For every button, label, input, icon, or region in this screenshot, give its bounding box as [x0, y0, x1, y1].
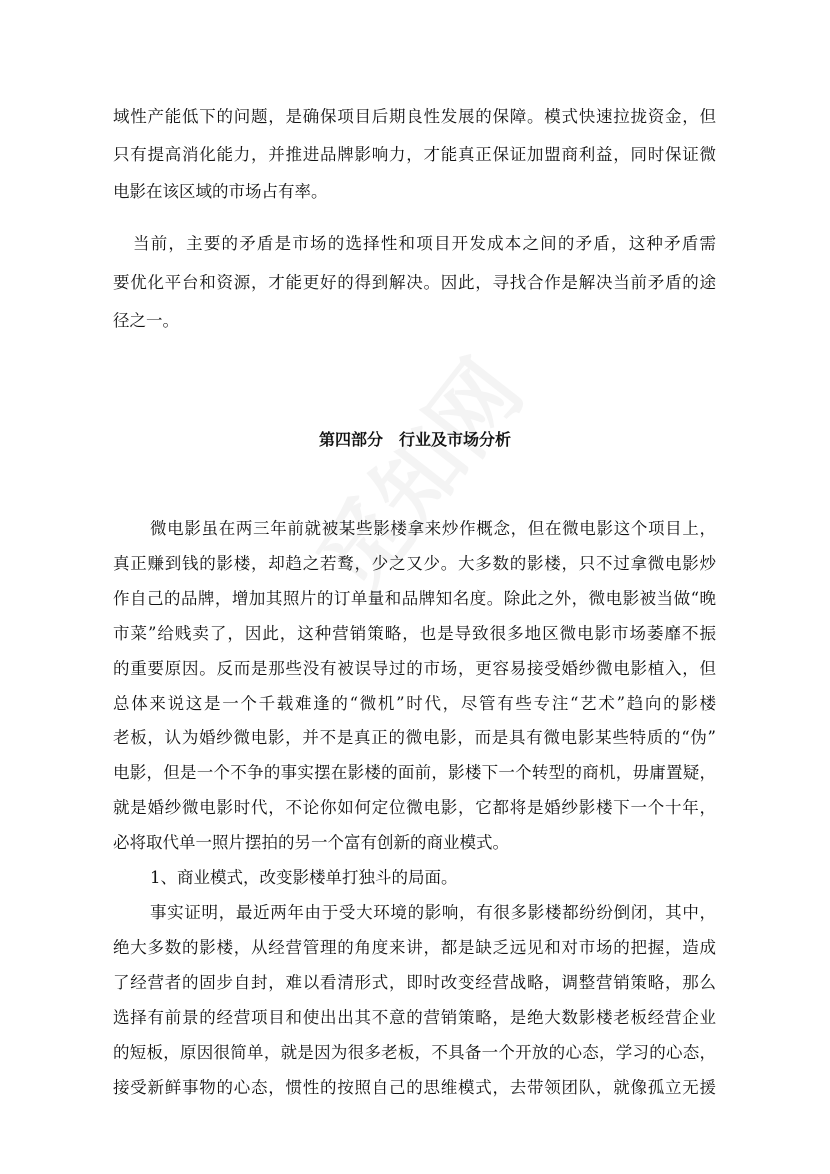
- text-line: 作自己的品牌，增加其照片的订单量和品牌知名度。除此之外，微电影被当做“晚: [113, 588, 716, 608]
- text-line: 就是婚纱微电影时代，不论你如何定位微电影，它都将是婚纱影楼下一个十年，: [113, 798, 716, 818]
- section-body: [113, 512, 716, 1105]
- text-line: 电影，但是一个不争的事实摆在影楼的面前，影楼下一个转型的商机，毋庸置疑，: [113, 763, 716, 783]
- text-line: 必将取代单一照片摆拍的另一个富有创新的商业模式。: [113, 833, 509, 853]
- text-line: 当前，主要的矛盾是市场的选择性和项目开发成本之间的矛盾，这种矛盾需: [133, 234, 716, 253]
- text-line: 径之一。: [113, 311, 179, 330]
- intro-paragraph-1: [113, 98, 716, 211]
- text-line: 域性产能低下的问题，是确保项目后期良性发展的保障。模式快速拉拢资金，但: [113, 107, 716, 126]
- text-line: 电影在该区域的市场占有率。: [113, 182, 328, 201]
- text-line: 市菜”给贱卖了，因此，这种营销策略，也是导致很多地区微电影市场萎靡不振: [113, 623, 716, 643]
- section-heading: 第四部分 行业及市场分析: [318, 430, 511, 449]
- text-line: 真正赚到钱的影楼，却趋之若鹜，少之又少。大多数的影楼，只不过拿微电影炒: [113, 553, 716, 573]
- text-line: 接受新鲜事物的心态，惯性的按照自己的思维模式，去带领团队，就像孤立无援: [113, 1077, 716, 1097]
- text-line: 老板，认为婚纱微电影，并不是真正的微电影，而是具有微电影某些特质的“伪”: [113, 728, 716, 748]
- subheading: [113, 861, 716, 896]
- text-line: 选择有前景的经营项目和使出出其不意的营销策略，是绝大数影楼老板经营企业: [113, 1007, 716, 1027]
- text-line: 总体来说这是一个千载难逢的“微机”时代，尽管有些专注“艺术”趋向的影楼: [113, 693, 716, 713]
- intro-paragraph-2: [113, 225, 716, 341]
- text-line: 了经营者的固步自封，难以看清形式，即时改变经营战略，调整营销策略，那么: [113, 972, 716, 992]
- text-line: 要优化平台和资源，才能更好的得到解决。因此，寻找合作是解决当前矛盾的途: [113, 272, 716, 292]
- section-paragraph-2: [113, 896, 716, 1105]
- text-line: 微电影虽在两三年前就被某些影楼拿来炒作概念，但在微电影这个项目上，: [150, 519, 716, 538]
- text-line: 事实证明，最近两年由于受大环境的影响，有很多影楼都纷纷倒闭，其中，: [150, 902, 716, 922]
- text-line: 的短板，原因很简单，就是因为很多老板，不具备一个开放的心态，学习的心态，: [113, 1042, 716, 1062]
- text-line: 绝大多数的影楼，从经营管理的角度来讲，都是缺乏远见和对市场的把握，造成: [113, 937, 716, 957]
- text-line: 的重要原因。反而是那些没有被误导过的市场，更容易接受婚纱微电影植入，但: [113, 658, 716, 678]
- text-line: 只有提高消化能力，并推进品牌影响力，才能真正保证加盟商利益，同时保证微: [113, 144, 716, 164]
- section-paragraph-1: [113, 512, 716, 861]
- text-line: 1、商业模式，改变影楼单打独斗的局面。: [150, 868, 458, 888]
